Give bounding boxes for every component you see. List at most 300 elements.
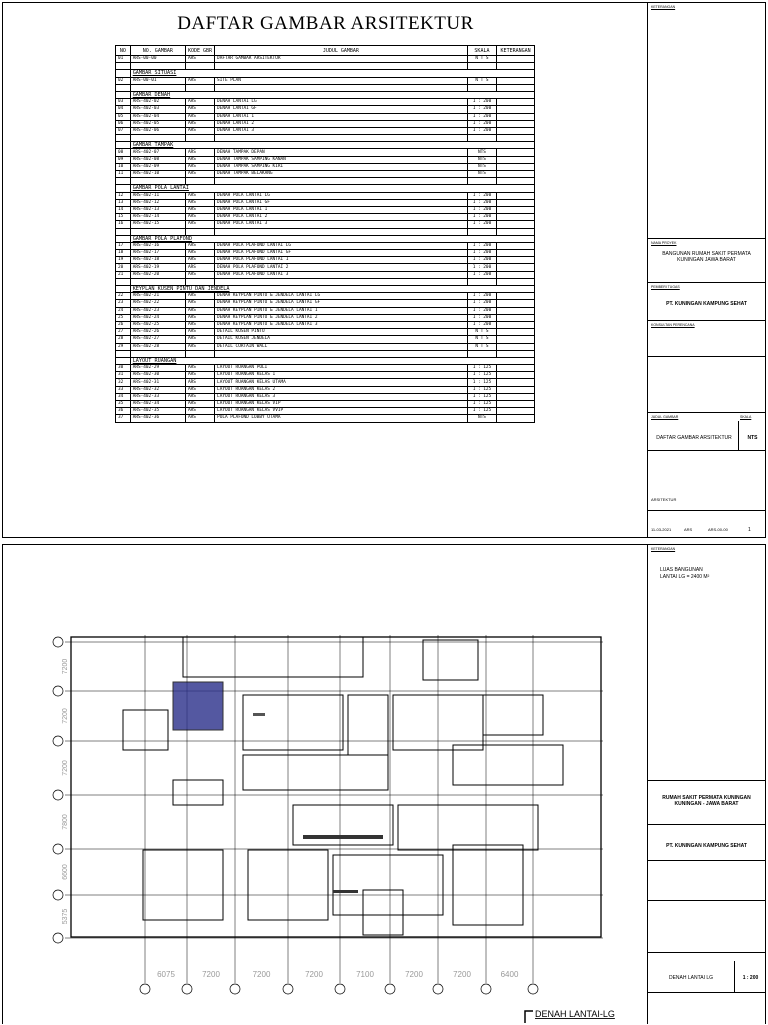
table-cell bbox=[497, 171, 535, 178]
table-cell: DENAH KEYPLAN PINTU & JENDELA LANTAI 2 bbox=[215, 314, 468, 321]
table-cell: ARS bbox=[185, 149, 214, 156]
table-row bbox=[116, 149, 535, 156]
table-spacer-row bbox=[116, 84, 535, 91]
table-cell bbox=[497, 242, 535, 249]
table-row bbox=[116, 336, 535, 343]
table-cell: 1 : 125 bbox=[467, 408, 496, 415]
table-cell: DENAH LANTAI 1 bbox=[215, 113, 468, 120]
table-row bbox=[116, 156, 535, 163]
table-spacer-row bbox=[116, 178, 535, 185]
table-cell: ARS bbox=[185, 257, 214, 264]
table-cell: ARS-402-02 bbox=[130, 99, 185, 106]
table-cell: 1 : 200 bbox=[467, 250, 496, 257]
table-cell bbox=[497, 257, 535, 264]
table-cell bbox=[497, 300, 535, 307]
table-cell: ARS-402-10 bbox=[130, 171, 185, 178]
table-cell: N T S bbox=[467, 336, 496, 343]
table-row bbox=[116, 343, 535, 350]
table-spacer-row bbox=[116, 135, 535, 142]
table-group-row bbox=[116, 235, 535, 242]
table-cell: DETAIL KUSEN JENDELA bbox=[215, 336, 468, 343]
table-cell bbox=[497, 127, 535, 134]
table-cell: ARS-402-17 bbox=[130, 250, 185, 257]
table-row bbox=[116, 214, 535, 221]
table-row bbox=[116, 271, 535, 278]
table-cell: 14 bbox=[116, 206, 131, 213]
table-cell: ARS-402-07 bbox=[130, 149, 185, 156]
table-cell: 1 : 200 bbox=[467, 307, 496, 314]
table-cell: 1 : 200 bbox=[467, 314, 496, 321]
column-dimension: 7200 bbox=[202, 970, 220, 979]
table-row bbox=[116, 127, 535, 134]
table-cell: ARS bbox=[185, 293, 214, 300]
table-cell: ARS-402-31 bbox=[130, 379, 185, 386]
table-cell: 1 : 200 bbox=[467, 199, 496, 206]
table-cell: ARS-402-21 bbox=[130, 293, 185, 300]
group-label: KEYPLAN KUSEN PINTU DAN JENDELA bbox=[130, 286, 534, 293]
group-label: GAMBAR POLA PLAFOND bbox=[130, 235, 534, 242]
table-cell: 1 : 200 bbox=[467, 214, 496, 221]
table-cell: 06 bbox=[116, 120, 131, 127]
table-row bbox=[116, 314, 535, 321]
table-cell: DENAH POLA PLAFOND LANTAI GF bbox=[215, 250, 468, 257]
drawing-scale: NTS bbox=[747, 435, 758, 441]
group-label: GAMBAR SITUASI bbox=[130, 70, 534, 77]
table-cell: LAYOUT RUANGAN KELAS 1 bbox=[215, 372, 468, 379]
table-cell: 1 : 200 bbox=[467, 293, 496, 300]
table-cell: 12 bbox=[116, 192, 131, 199]
table-cell: 04 bbox=[116, 106, 131, 113]
project-name-2: RUMAH SAKIT PERMATA KUNINGAN KUNINGAN - JAWA BARAT bbox=[662, 795, 751, 807]
table-cell: ARS-402-34 bbox=[130, 401, 185, 408]
table-cell: 1 : 200 bbox=[467, 242, 496, 249]
tb-label: KETERANGAN bbox=[651, 5, 676, 9]
table-cell bbox=[497, 106, 535, 113]
table-cell: NTS bbox=[467, 171, 496, 178]
table-row bbox=[116, 99, 535, 106]
column-dimension: 6075 bbox=[157, 970, 175, 979]
table-header-row bbox=[116, 46, 535, 56]
table-cell: ARS-402-19 bbox=[130, 264, 185, 271]
table-cell: DENAH TAMPAK DEPAN bbox=[215, 149, 468, 156]
header-cell: NO. GAMBAR bbox=[130, 46, 185, 56]
table-group-row bbox=[116, 91, 535, 98]
table-cell: 1 : 200 bbox=[467, 300, 496, 307]
tb-label: KETERANGAN bbox=[651, 547, 676, 551]
table-cell: ARS-402-28 bbox=[130, 343, 185, 350]
table-cell: ARS bbox=[185, 379, 214, 386]
table-spacer-row bbox=[116, 228, 535, 235]
table-cell: ARS-402-32 bbox=[130, 386, 185, 393]
table-cell: NTS bbox=[467, 149, 496, 156]
table-cell: ARS bbox=[185, 127, 214, 134]
table-cell: 11 bbox=[116, 171, 131, 178]
header-cell: KETERANGAN bbox=[497, 46, 535, 56]
table-cell: 1 : 125 bbox=[467, 386, 496, 393]
table-spacer-row bbox=[116, 350, 535, 357]
table-cell bbox=[497, 307, 535, 314]
drawing-list-table bbox=[115, 45, 535, 423]
table-cell bbox=[497, 214, 535, 221]
table-cell: DENAH LANTAI GF bbox=[215, 106, 468, 113]
table-cell: 32 bbox=[116, 379, 131, 386]
table-row bbox=[116, 372, 535, 379]
table-cell: 23 bbox=[116, 300, 131, 307]
table-cell: ARS bbox=[185, 321, 214, 328]
table-cell: DENAH POLA PLAFOND LANTAI 1 bbox=[215, 257, 468, 264]
table-cell: 10 bbox=[116, 163, 131, 170]
table-cell: ARS-402-20 bbox=[130, 271, 185, 278]
table-cell bbox=[497, 372, 535, 379]
table-cell: NTS bbox=[467, 163, 496, 170]
table-cell: 13 bbox=[116, 199, 131, 206]
table-cell: ARS-402-14 bbox=[130, 214, 185, 221]
grid-bubble bbox=[53, 790, 63, 800]
table-cell: 1 : 200 bbox=[467, 99, 496, 106]
table-cell: 1 : 200 bbox=[467, 113, 496, 120]
table-cell: LAYOUT RUANGAN KELAS VVIP bbox=[215, 408, 468, 415]
header-cell: NO bbox=[116, 46, 131, 56]
table-cell: 07 bbox=[116, 127, 131, 134]
table-cell: 18 bbox=[116, 250, 131, 257]
header-cell: JUDUL GAMBAR bbox=[215, 46, 468, 56]
table-cell: ARS bbox=[185, 214, 214, 221]
table-cell: DENAH POLA PLAFOND LANTAI LG bbox=[215, 242, 468, 249]
table-cell bbox=[497, 199, 535, 206]
column-dimension: 7200 bbox=[405, 970, 423, 979]
column-dimension: 7200 bbox=[252, 970, 271, 979]
drawing-list-sheet bbox=[2, 2, 766, 538]
column-dimension: 7200 bbox=[453, 970, 471, 979]
table-cell: DENAH KEYPLAN PINTU & JENDELA LANTAI 1 bbox=[215, 307, 468, 314]
table-row bbox=[116, 163, 535, 170]
area-note: LUAS BANGUNAN LANTAI LG = 2400 M² bbox=[660, 567, 710, 580]
table-cell: ARS bbox=[185, 250, 214, 257]
table-row bbox=[116, 415, 535, 422]
table-cell bbox=[497, 264, 535, 271]
drawing-title: DAFTAR GAMBAR ARSITEKTUR bbox=[656, 435, 732, 441]
table-cell: DENAH LANTAI LG bbox=[215, 99, 468, 106]
group-label: GAMBAR DENAH bbox=[130, 91, 534, 98]
table-row bbox=[116, 264, 535, 271]
table-cell: ARS bbox=[185, 192, 214, 199]
grid-bubble bbox=[53, 637, 63, 647]
table-cell: 1 : 200 bbox=[467, 271, 496, 278]
table-cell: 1 : 200 bbox=[467, 257, 496, 264]
table-cell: ARS-402-08 bbox=[130, 156, 185, 163]
grid-bubble bbox=[283, 984, 293, 994]
table-cell: N T S bbox=[467, 77, 496, 84]
table-cell bbox=[497, 314, 535, 321]
table-cell: 37 bbox=[116, 415, 131, 422]
table-cell: DETAIL KUSEN PINTU bbox=[215, 329, 468, 336]
table-cell: ARS bbox=[185, 307, 214, 314]
column-dimension: 7100 bbox=[356, 970, 374, 979]
table-cell: 1 : 125 bbox=[467, 393, 496, 400]
table-cell: 35 bbox=[116, 401, 131, 408]
owner-name-2: PT. KUNINGAN KAMPUNG SEHAT bbox=[666, 843, 747, 849]
title-block-2 bbox=[647, 545, 765, 1024]
table-cell: ARS bbox=[185, 365, 214, 372]
row-dimension: 7800 bbox=[62, 814, 69, 830]
table-cell: DENAH POLA PLAFOND LANTAI 2 bbox=[215, 264, 468, 271]
table-row bbox=[116, 206, 535, 213]
plan-label: DENAH LANTAI-LG bbox=[535, 1009, 615, 1019]
row-dimension: 6600 bbox=[62, 864, 69, 880]
table-cell: 05 bbox=[116, 113, 131, 120]
grid-bubble bbox=[140, 984, 150, 994]
table-cell: ARS bbox=[185, 336, 214, 343]
table-cell: NTS bbox=[467, 156, 496, 163]
row-dimension: 5375 bbox=[62, 908, 69, 925]
floor-plan-sheet bbox=[2, 544, 766, 1024]
table-cell: SITE PLAN bbox=[215, 77, 468, 84]
table-cell: ARS-402-03 bbox=[130, 106, 185, 113]
table-cell: ARS-402-35 bbox=[130, 408, 185, 415]
table-cell: ARS bbox=[185, 120, 214, 127]
table-cell: ARS bbox=[185, 271, 214, 278]
drawing-title-2: DENAH LANTAI LG bbox=[668, 975, 714, 981]
table-group-row bbox=[116, 142, 535, 149]
table-cell: 24 bbox=[116, 307, 131, 314]
table-cell bbox=[497, 221, 535, 228]
table-cell bbox=[497, 336, 535, 343]
table-cell bbox=[497, 99, 535, 106]
table-cell: ARS bbox=[185, 171, 214, 178]
table-row bbox=[116, 401, 535, 408]
table-row bbox=[116, 242, 535, 249]
table-cell bbox=[497, 343, 535, 350]
sheet-index: 1 bbox=[748, 527, 751, 533]
drawing-scale-2: 1 : 200 bbox=[742, 975, 759, 981]
table-cell: 1 : 125 bbox=[467, 365, 496, 372]
table-cell: LAYOUT RUANGAN KELAS VIP bbox=[215, 401, 468, 408]
table-cell bbox=[497, 393, 535, 400]
table-cell: ARS bbox=[185, 314, 214, 321]
table-cell: ARS bbox=[185, 77, 214, 84]
project-name: BANGUNAN RUMAH SAKIT PERMATA KUNINGAN JAWA BARAT bbox=[662, 251, 751, 263]
table-cell: DENAH KEYPLAN PINTU & JENDELA LANTAI LG bbox=[215, 293, 468, 300]
table-cell: ARS-402-11 bbox=[130, 192, 185, 199]
table-cell: 03 bbox=[116, 99, 131, 106]
sheet-number: ARS-00-00 bbox=[708, 527, 728, 532]
table-cell: 29 bbox=[116, 343, 131, 350]
table-row bbox=[116, 171, 535, 178]
table-cell: 16 bbox=[116, 221, 131, 228]
table-cell bbox=[497, 401, 535, 408]
table-cell: DENAH POLA LANTAI 1 bbox=[215, 206, 468, 213]
table-row bbox=[116, 192, 535, 199]
table-cell: ARS bbox=[185, 163, 214, 170]
table-row bbox=[116, 56, 535, 63]
table-cell: DENAH POLA LANTAI GF bbox=[215, 199, 468, 206]
table-cell: ARS bbox=[185, 401, 214, 408]
header-cell: SKALA bbox=[467, 46, 496, 56]
table-cell: ARS bbox=[185, 99, 214, 106]
table-cell: ARS bbox=[185, 199, 214, 206]
table-cell: DENAH LANTAI 3 bbox=[215, 127, 468, 134]
table-cell: 17 bbox=[116, 242, 131, 249]
owner-name: PT. KUNINGAN KAMPUNG SEHAT bbox=[666, 301, 747, 307]
table-row bbox=[116, 113, 535, 120]
table-row bbox=[116, 257, 535, 264]
table-group-row bbox=[116, 357, 535, 364]
grid-bubble bbox=[53, 933, 63, 943]
table-cell: 1 : 200 bbox=[467, 106, 496, 113]
table-cell: 34 bbox=[116, 393, 131, 400]
table-cell: 08 bbox=[116, 149, 131, 156]
table-row bbox=[116, 365, 535, 372]
table-row bbox=[116, 321, 535, 328]
table-cell bbox=[497, 192, 535, 199]
table-row bbox=[116, 300, 535, 307]
tb-label: KONSULTAN PERENCANA bbox=[651, 323, 695, 327]
table-cell: ARS-402-05 bbox=[130, 120, 185, 127]
table-cell bbox=[497, 56, 535, 63]
table-cell: ARS-402-29 bbox=[130, 365, 185, 372]
table-cell bbox=[497, 329, 535, 336]
grid-bubble bbox=[335, 984, 345, 994]
table-cell: 22 bbox=[116, 293, 131, 300]
discipline: ARSITEKTUR bbox=[651, 497, 677, 502]
table-cell bbox=[497, 321, 535, 328]
table-cell: ARS-402-23 bbox=[130, 307, 185, 314]
table-cell: ARS bbox=[185, 221, 214, 228]
table-cell: LAYOUT RUANGAN KELAS 2 bbox=[215, 386, 468, 393]
table-row bbox=[116, 199, 535, 206]
table-cell bbox=[497, 415, 535, 422]
table-cell: 28 bbox=[116, 336, 131, 343]
grid-bubble bbox=[528, 984, 538, 994]
grid-bubble bbox=[53, 736, 63, 746]
table-cell: DENAH POLA LANTAI LG bbox=[215, 192, 468, 199]
table-cell: 1 : 125 bbox=[467, 372, 496, 379]
table-cell: ARS-402-22 bbox=[130, 300, 185, 307]
table-cell: NTS bbox=[467, 415, 496, 422]
table-cell: ARS bbox=[185, 156, 214, 163]
table-cell: DAFTAR GAMBAR ARSITEKTUR bbox=[215, 56, 468, 63]
table-cell bbox=[497, 156, 535, 163]
table-cell: ARS-00-00 bbox=[130, 56, 185, 63]
table-cell: ARS bbox=[185, 106, 214, 113]
table-cell: ARS-402-36 bbox=[130, 415, 185, 422]
column-dimension: 7200 bbox=[305, 970, 323, 979]
grid-bubble bbox=[230, 984, 240, 994]
table-row bbox=[116, 379, 535, 386]
table-cell: 1 : 125 bbox=[467, 379, 496, 386]
table-cell bbox=[497, 149, 535, 156]
table-cell: ARS bbox=[185, 386, 214, 393]
table-cell: 36 bbox=[116, 408, 131, 415]
table-cell: ARS-402-33 bbox=[130, 393, 185, 400]
grid-bubble bbox=[53, 844, 63, 854]
table-cell: 1 : 200 bbox=[467, 221, 496, 228]
code: ARS bbox=[684, 527, 693, 532]
table-cell: ARS bbox=[185, 56, 214, 63]
table-group-row bbox=[116, 286, 535, 293]
table-cell: ARS-00-01 bbox=[130, 77, 185, 84]
table-cell: DENAH POLA LANTAI 3 bbox=[215, 221, 468, 228]
table-cell: ARS-402-16 bbox=[130, 242, 185, 249]
table-cell: ARS-402-15 bbox=[130, 221, 185, 228]
table-cell: ARS bbox=[185, 372, 214, 379]
table-cell: ARS-402-25 bbox=[130, 321, 185, 328]
table-cell bbox=[497, 271, 535, 278]
table-cell: ARS bbox=[185, 242, 214, 249]
tb-label: JUDUL GAMBAR bbox=[651, 415, 679, 419]
table-cell: 27 bbox=[116, 329, 131, 336]
table-cell: 1 : 125 bbox=[467, 401, 496, 408]
table-row bbox=[116, 106, 535, 113]
table-cell: ARS bbox=[185, 408, 214, 415]
table-cell: ARS-402-26 bbox=[130, 329, 185, 336]
table-cell: 01 bbox=[116, 56, 131, 63]
tb-label: SKALA bbox=[740, 415, 752, 419]
table-cell: ARS bbox=[185, 206, 214, 213]
table-cell: 30 bbox=[116, 365, 131, 372]
table-row bbox=[116, 386, 535, 393]
table-cell bbox=[497, 408, 535, 415]
table-row bbox=[116, 293, 535, 300]
table-cell: DENAH LANTAI 2 bbox=[215, 120, 468, 127]
grid-bubble bbox=[53, 890, 63, 900]
table-cell: ARS-402-30 bbox=[130, 372, 185, 379]
table-cell bbox=[497, 250, 535, 257]
row-dimension: 7200 bbox=[62, 658, 69, 675]
grid-bubble bbox=[53, 686, 63, 696]
table-row bbox=[116, 77, 535, 84]
table-cell: ARS-402-09 bbox=[130, 163, 185, 170]
table-cell: DENAH POLA LANTAI 2 bbox=[215, 214, 468, 221]
date: 11-03-2021 bbox=[651, 527, 672, 532]
table-cell: ARS bbox=[185, 264, 214, 271]
table-group-row bbox=[116, 185, 535, 192]
grid-bubble bbox=[385, 984, 395, 994]
grid-bubble bbox=[481, 984, 491, 994]
table-cell: ARS-402-24 bbox=[130, 314, 185, 321]
table-cell: ARS bbox=[185, 113, 214, 120]
table-row bbox=[116, 408, 535, 415]
floor-plan-drawing bbox=[3, 545, 643, 1023]
table-cell: 25 bbox=[116, 314, 131, 321]
table-cell: ARS bbox=[185, 300, 214, 307]
table-cell: 1 : 200 bbox=[467, 192, 496, 199]
table-row bbox=[116, 221, 535, 228]
tb-label: PEMBERI TUGAS bbox=[651, 285, 680, 289]
table-row bbox=[116, 307, 535, 314]
table-cell: ARS-402-06 bbox=[130, 127, 185, 134]
table-cell: 31 bbox=[116, 372, 131, 379]
table-row bbox=[116, 393, 535, 400]
table-cell bbox=[497, 365, 535, 372]
table-cell: DENAH TAMPAK SAMPING KIRI bbox=[215, 163, 468, 170]
table-cell: ARS bbox=[185, 415, 214, 422]
table-cell: DENAH KEYPLAN PINTU & JENDELA LANTAI 3 bbox=[215, 321, 468, 328]
table-cell: N T S bbox=[467, 343, 496, 350]
group-label: GAMBAR POLA LANTAI bbox=[130, 185, 534, 192]
table-cell: 09 bbox=[116, 156, 131, 163]
row-dimension: 7200 bbox=[62, 760, 69, 776]
table-cell: N T S bbox=[467, 329, 496, 336]
table-row bbox=[116, 250, 535, 257]
table-cell bbox=[497, 77, 535, 84]
table-cell: POLA PLAFOND LOBBY UTAMA bbox=[215, 415, 468, 422]
table-cell: 02 bbox=[116, 77, 131, 84]
table-cell: DETAIL CURTAIN WALL bbox=[215, 343, 468, 350]
table-cell bbox=[497, 386, 535, 393]
table-spacer-row bbox=[116, 278, 535, 285]
row-dimension: 7200 bbox=[62, 708, 69, 724]
